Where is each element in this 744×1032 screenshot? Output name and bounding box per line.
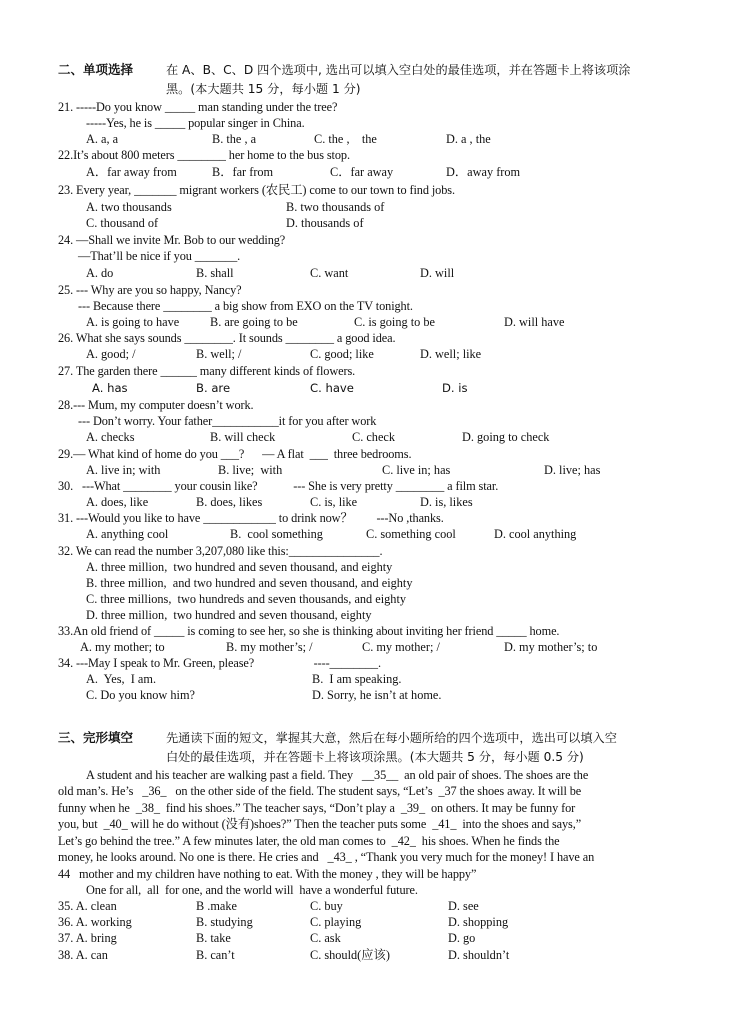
option-a: A. my mother; to [80, 640, 165, 654]
section-instruction: 黑。(本大题共 15 分，每小题 1 分) [166, 82, 361, 96]
option-b: B. live; with [218, 463, 283, 477]
question-stem: 23. Every year, _______ migrant workers (农民工) come to our town to find jobs. [58, 183, 455, 197]
question-stem: 34. ---May I speak to Mr. Green, please? ----________. [58, 656, 381, 670]
option-b: B. are going to be [210, 315, 298, 329]
option-b: B．far from [212, 165, 274, 179]
option-c: C. want [310, 266, 349, 280]
option-d: D. my mother’s; to [504, 640, 598, 654]
option-c: C．far away [330, 165, 394, 179]
question-stem: 26. What she says sounds ________. It sounds ________ a good idea. [58, 331, 396, 345]
option-a: A. three million, two hundred and seven thousand, and eighty [86, 560, 393, 574]
cloze-option-a: 36. A. working [58, 915, 132, 929]
option-c: C. is going to be [354, 315, 435, 329]
option-a: A. two thousands [86, 200, 172, 214]
option-c: C. thousand of [86, 216, 159, 230]
option-c: C. three millions, two hundreds and seven thousands, and eighty [86, 592, 407, 606]
option-c: C. live in; has [382, 463, 451, 477]
option-c: C. have [310, 381, 354, 395]
option-d: D．away from [446, 165, 521, 179]
option-b: B. my mother’s; / [226, 640, 313, 654]
option-a: A. do [86, 266, 114, 280]
option-d: D. is [442, 381, 468, 395]
cloze-option-d: D. go [448, 931, 476, 945]
question-stem: 28.--- Mum, my computer doesn’t work. [58, 398, 254, 412]
question-stem: --- Don’t worry. Your father___________it for you after work [78, 414, 377, 428]
question-stem: 24. —Shall we invite Mr. Bob to our wedding? [58, 233, 286, 247]
question-stem: 31. ---Would you like to have ____________ to drink now？ ---No ,thanks. [58, 511, 444, 525]
option-c: C. check [352, 430, 396, 444]
option-a: A．far away from [86, 165, 177, 179]
option-c: C. Do you know him? [86, 688, 195, 702]
option-c: C. something cool [366, 527, 456, 541]
cloze-option-a: 37. A. bring [58, 931, 117, 945]
passage-line: old man’s. He’s _36_ on the other side of the field. The student says, “Let’s _37 the shoes away. It will be [58, 784, 582, 798]
cloze-option-a: 38. A. can [58, 948, 108, 962]
cloze-option-c: C. should(应该) [310, 948, 390, 962]
section-instruction: 在 A、B、C、D 四个选项中, 选出可以填入空白处的最佳选项，并在答题卡上将该项涂 [166, 63, 631, 77]
passage-line: money, he looks around. No one is there. He cries and _43_ , “Thank you very much for the money! I have an [58, 850, 595, 864]
option-d: D. is, likes [420, 495, 473, 509]
question-stem: 32. We can read the number 3,207,080 like this:_______________. [58, 544, 383, 558]
option-b: B. the , a [212, 132, 257, 146]
cloze-option-c: C. playing [310, 915, 362, 929]
option-d: D. will have [504, 315, 565, 329]
question-stem: 30. ---What ________ your cousin like? --- She is very pretty ________ a film star. [58, 479, 499, 493]
option-a: A. checks [86, 430, 135, 444]
option-d: D. three million, two hundred and seven thousand, eighty [86, 608, 372, 622]
option-c: C. my mother; / [362, 640, 440, 654]
question-stem: --- Because there ________ a big show from EXO on the TV tonight. [78, 299, 413, 313]
passage-line: One for all, all for one, and the world will have a wonderful future. [86, 883, 418, 897]
question-stem: 29.— What kind of home do you ___? — A flat ___ three bedrooms. [58, 447, 412, 461]
passage-line: you, but _40_ will he do without (没有)shoes?” Then the teacher puts some _41_ into the shoes and says,” [58, 817, 582, 831]
option-b: B. three million, and two hundred and seven thousand, and eighty [86, 576, 413, 590]
option-b: B. shall [196, 266, 234, 280]
cloze-option-b: B. studying [196, 915, 253, 929]
option-b: B. cool something [230, 527, 323, 541]
option-b: B. are [196, 381, 231, 395]
option-d: D. a , the [446, 132, 491, 146]
section-instruction: 先通读下面的短文，掌握其大意，然后在每小题所给的四个选项中，选出可以填入空 [166, 731, 617, 745]
question-stem: 33.An old friend of _____ is coming to see her, so she is thinking about inviting her friend _____ home. [58, 624, 560, 638]
cloze-option-b: B. take [196, 931, 231, 945]
option-a: A. Yes, I am. [86, 672, 157, 686]
option-b: B. does, likes [196, 495, 263, 509]
option-a: A. good; / [86, 347, 136, 361]
question-stem: 27. The garden there ______ many different kinds of flowers. [58, 364, 356, 378]
option-b: B. will check [210, 430, 276, 444]
option-c: C. the , the [314, 132, 377, 146]
option-a: A. a, a [86, 132, 119, 146]
section-heading: 二、单项选择 [58, 62, 134, 77]
question-stem: 21. -----Do you know _____ man standing under the tree? [58, 100, 338, 114]
section-instruction: 白处的最佳选项，并在答题卡上将该项涂黑。(本大题共 5 分，每小题 0.5 分) [166, 750, 584, 764]
cloze-option-c: C. ask [310, 931, 341, 945]
option-b: B. well; / [196, 347, 242, 361]
question-stem: 25. --- Why are you so happy, Nancy? [58, 283, 242, 297]
cloze-option-c: C. buy [310, 899, 343, 913]
option-c: C. good; like [310, 347, 374, 361]
passage-line: Let’s go behind the tree.” A few minutes later, the old man comes to _42_ his shoes. When he finds the [58, 834, 560, 848]
cloze-option-b: B .make [196, 899, 237, 913]
cloze-option-b: B. can’t [196, 948, 235, 962]
option-c: C. is, like [310, 495, 358, 509]
option-d: D. well; like [420, 347, 482, 361]
option-d: D. cool anything [494, 527, 577, 541]
option-a: A. is going to have [86, 315, 180, 329]
option-a: A. anything cool [86, 527, 169, 541]
question-stem: —That’ll be nice if you _______. [78, 249, 241, 263]
cloze-option-d: D. shouldn’t [448, 948, 510, 962]
option-d: D. Sorry, he isn’t at home. [312, 688, 442, 702]
passage-line: 44 mother and my children have nothing to eat. With the money , they will be happy” [58, 867, 477, 881]
question-stem: -----Yes, he is _____ popular singer in China. [86, 116, 305, 130]
passage-line: A student and his teacher are walking past a field. They __35__ an old pair of shoes. The shoes are the [86, 768, 589, 782]
option-a: A. live in; with [86, 463, 161, 477]
option-d: D. will [420, 266, 455, 280]
cloze-option-a: 35. A. clean [58, 899, 117, 913]
question-stem: 22.It’s about 800 meters ________ her home to the bus stop. [58, 148, 350, 162]
cloze-option-d: D. shopping [448, 915, 509, 929]
option-b: B. two thousands of [286, 200, 385, 214]
option-d: D. going to check [462, 430, 550, 444]
cloze-option-d: D. see [448, 899, 479, 913]
section-heading: 三、完形填空 [58, 730, 134, 745]
option-a: A. does, like [86, 495, 149, 509]
option-d: D. live; has [544, 463, 601, 477]
option-a: A. has [92, 381, 128, 395]
option-b: B. I am speaking. [312, 672, 402, 686]
passage-line: funny when he _38_ find his shoes.” The teacher says, “Don’t play a _39_ on others. It may be funny for [58, 801, 576, 815]
option-d: D. thousands of [286, 216, 364, 230]
